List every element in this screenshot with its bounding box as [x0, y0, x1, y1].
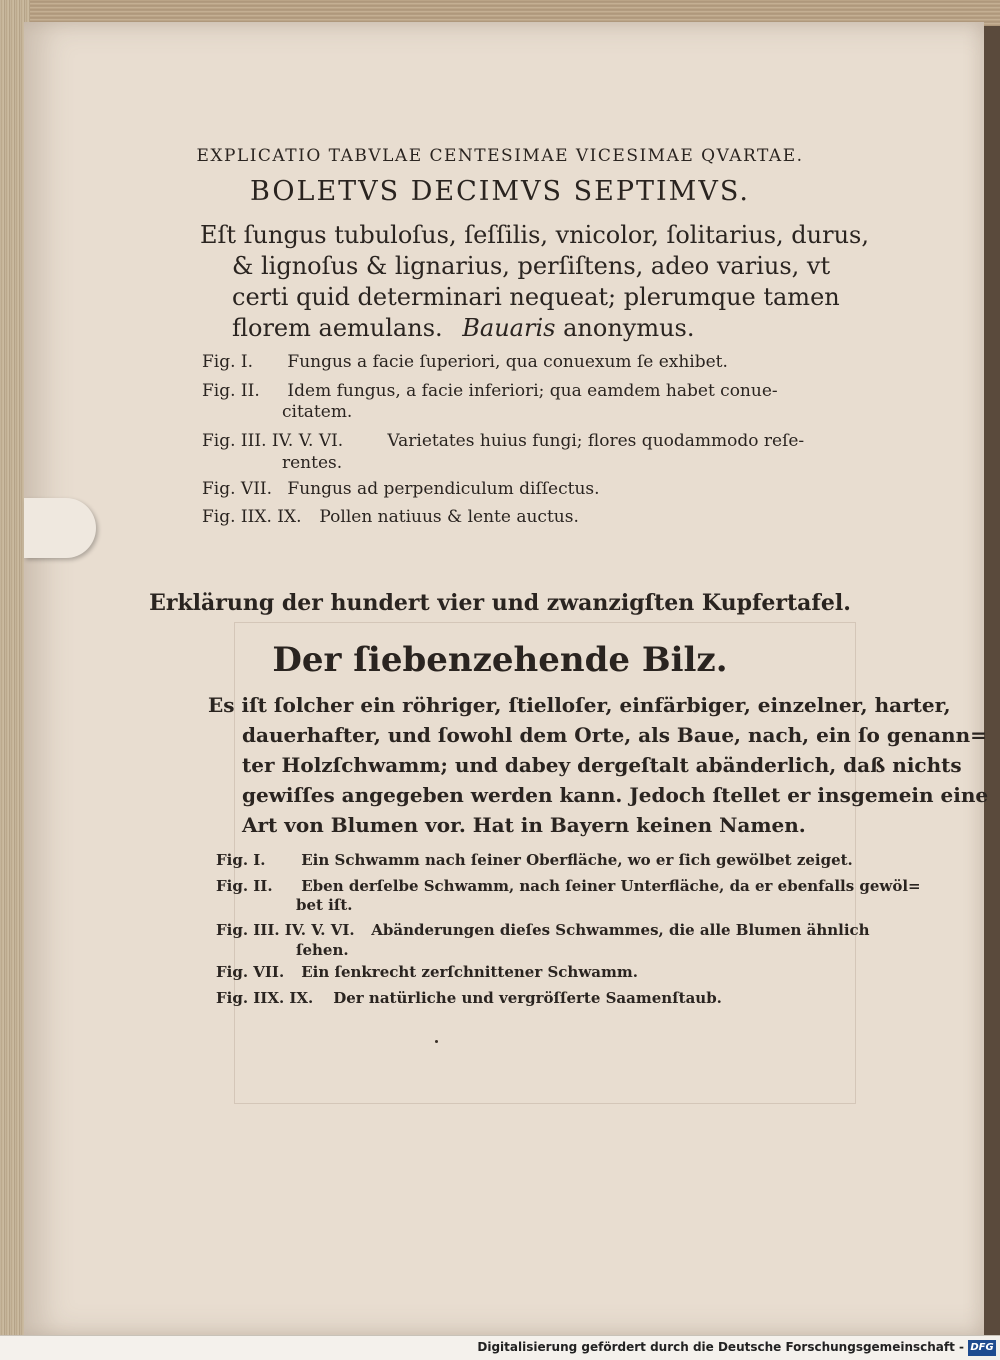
german-fig-3 [216, 920, 870, 940]
fig-text: Fungus ad perpendiculum diſſectus. [287, 479, 600, 499]
ink-dot [435, 1040, 438, 1043]
latin-fig-3-cont: rentes. [282, 453, 343, 473]
latin-paragraph-line-3: certi quid determinari nequeat; plerumque tamen [232, 283, 840, 311]
fig-label: Fig. VII. [202, 479, 273, 499]
latin-paragraph-line-2: & lignoſus & lignarius, perſiſtens, adeo varius, vt [232, 252, 831, 280]
latin-paragraph-line-4 [232, 313, 695, 344]
fig-text: Pollen natiuus & lente auctus. [319, 507, 579, 527]
german-paragraph-line-2: dauerhafter, und ſowohl dem Orte, als Baue, nach, ein ſo genann= [242, 723, 987, 747]
german-fig-4 [216, 962, 638, 982]
fig-label: Fig. III. IV. V. VI. [216, 921, 355, 939]
german-fig-3-cont: ſehen. [296, 941, 349, 959]
latin-fig-2-cont: citatem. [282, 402, 353, 422]
german-fig-2-cont: bet iſt. [296, 896, 353, 914]
fig-text: Abänderungen dieſes Schwammes, die alle Blumen ähnlich [371, 921, 870, 939]
page-tab-marker [24, 498, 96, 558]
german-paragraph-line-5: Art von Blumen vor. Hat in Bayern keinen Namen. [242, 813, 806, 837]
latin-fig-5 [202, 506, 579, 528]
fig-label: Fig. VII. [216, 963, 285, 981]
fig-label: Fig. I. [202, 352, 254, 372]
fig-label: Fig. III. IV. V. VI. [202, 431, 344, 451]
latin-italic-bauaris: Bauaris [462, 314, 556, 342]
fig-label: Fig. II. [216, 877, 273, 895]
latin-last-word: anonymus. [563, 314, 695, 342]
fig-text: Der natürliche und vergröſſerte Saamenſtaub. [333, 989, 722, 1007]
latin-fig-3 [202, 430, 804, 452]
german-fig-5 [216, 988, 722, 1008]
footer-credit: Digitalisierung gefördert durch die Deutsche Forschungsgemeinschaft - [477, 1340, 964, 1354]
latin-line-4-text: florem aemulans. [232, 314, 443, 342]
latin-title: BOLETVS DECIMVS SEPTIMVS. [250, 176, 750, 207]
fig-label: Fig. I. [216, 851, 266, 869]
german-fig-1 [216, 850, 853, 870]
fig-text: Fungus a facie ſuperiori, qua conuexum ſe exhibet. [287, 352, 728, 372]
fig-label: Fig. II. [202, 381, 260, 401]
digitization-footer [0, 1335, 1000, 1360]
german-paragraph-line-3: ter Holzſchwamm; und dabey dergeſtalt abänderlich, daß nichts [242, 753, 962, 777]
latin-fig-4 [202, 478, 600, 500]
latin-header: EXPLICATIO TABVLAE CENTESIMAE VICESIMAE QVARTAE. [196, 146, 804, 166]
fig-label: Fig. IIX. IX. [202, 507, 302, 527]
german-paragraph-line-4: gewiſſes angegeben werden kann. Jedoch ſtellet er insgemein eine [242, 783, 989, 807]
german-paragraph-line-1: Es iſt ſolcher ein röhriger, ſtielloſer, einfärbiger, einzelner, harter, [208, 693, 951, 717]
german-header: Erklärung der hundert vier und zwanzigſten Kupfertafel. [149, 590, 851, 616]
latin-paragraph-line-1: Eſt ſungus tubuloſus, ſeſſilis, vnicolor, ſolitarius, durus, [200, 221, 869, 249]
fig-text: Idem fungus, a facie inferiori; qua eamdem habet conue- [287, 381, 778, 401]
latin-fig-2 [202, 380, 778, 402]
german-fig-2 [216, 876, 921, 896]
fig-label: Fig. IIX. IX. [216, 989, 314, 1007]
fig-text: Ein ſenkrecht zerſchnittener Schwamm. [301, 963, 638, 981]
fig-text: Ein Schwamm nach ſeiner Oberfläche, wo er ſich gewölbet zeiget. [301, 851, 853, 869]
dfg-logo: DFG [968, 1340, 996, 1356]
latin-fig-1 [202, 351, 728, 373]
fig-text: Eben derſelbe Schwamm, nach ſeiner Unterfläche, da er ebenfalls gewöl= [301, 877, 921, 895]
fig-text: Varietates huius fungi; flores quodammodo reſe- [387, 431, 805, 451]
german-title: Der ſiebenzehende Bilz. [272, 640, 728, 680]
